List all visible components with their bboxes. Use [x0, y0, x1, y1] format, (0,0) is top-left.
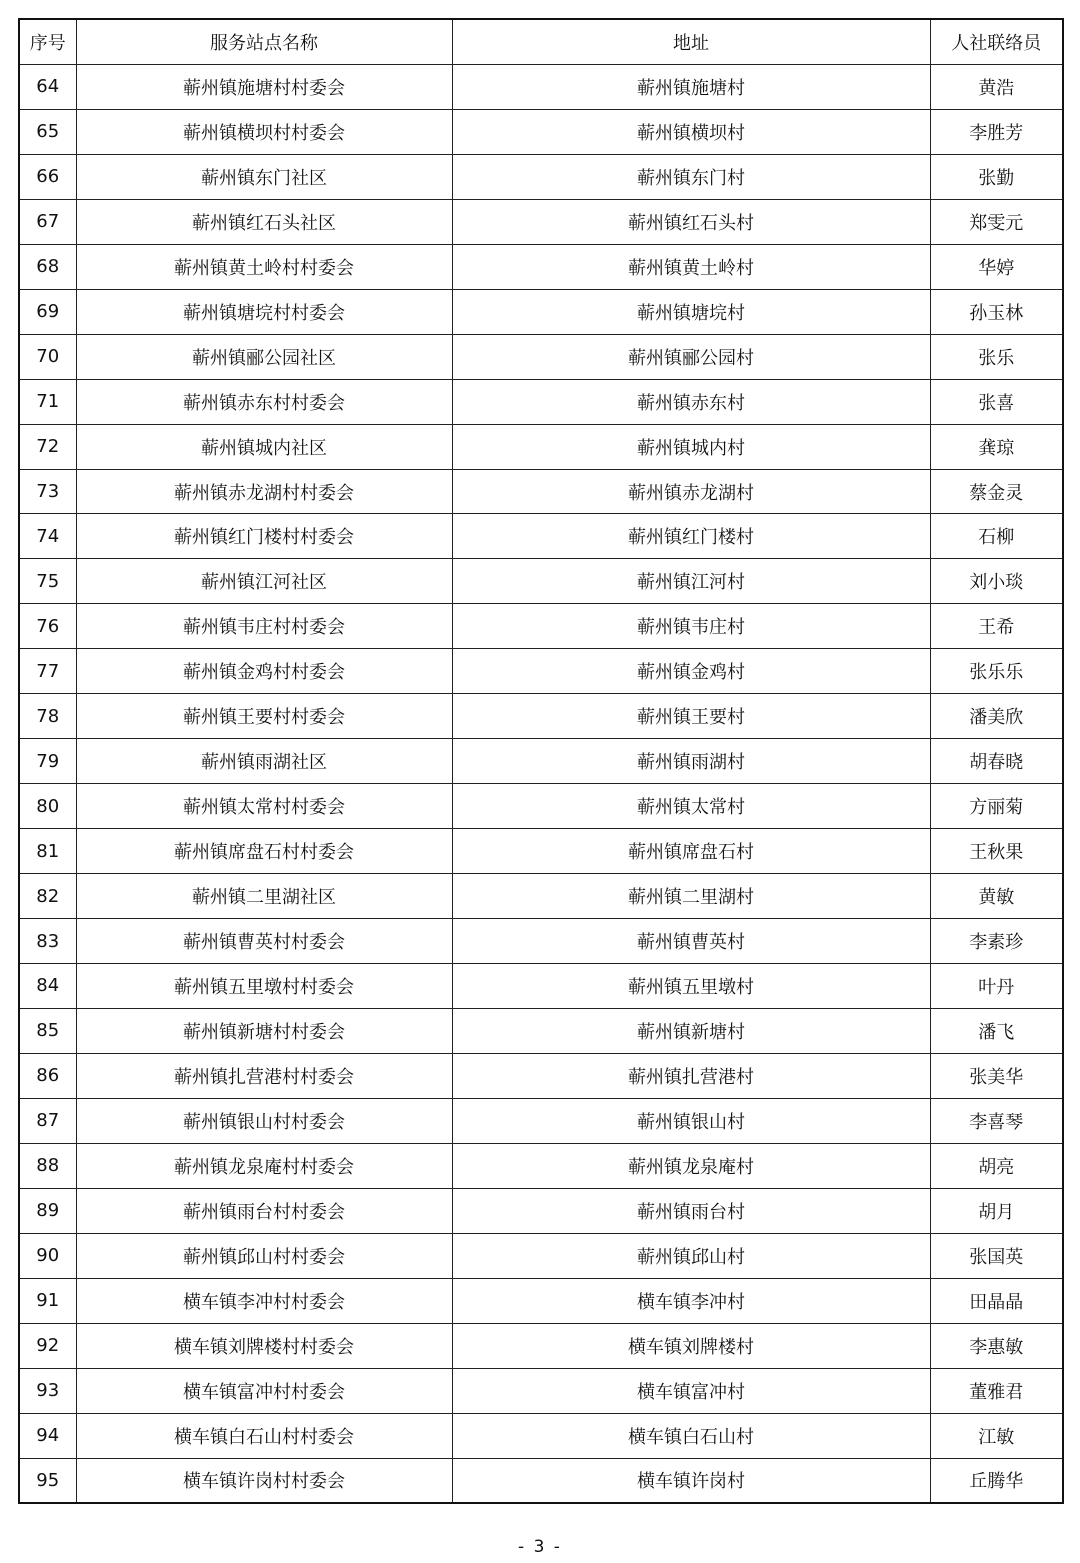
cell-station-name: 蕲州镇赤龙湖村村委会 [76, 469, 452, 514]
cell-address: 横车镇刘牌楼村 [452, 1323, 930, 1368]
cell-address: 蕲州镇郦公园村 [452, 334, 930, 379]
table-row [19, 1368, 1063, 1413]
cell-liaison: 王秋果 [930, 829, 1063, 874]
cell-station-name: 蕲州镇曹英村村委会 [76, 919, 452, 964]
cell-station-name: 横车镇富冲村村委会 [76, 1368, 452, 1413]
cell-liaison: 刘小琰 [930, 559, 1063, 604]
cell-station-name: 蕲州镇黄土岭村村委会 [76, 244, 452, 289]
cell-index: 76 [19, 604, 76, 649]
page-number: - 3 - [518, 1537, 562, 1557]
cell-liaison: 田晶晶 [930, 1278, 1063, 1323]
cell-liaison: 蔡金灵 [930, 469, 1063, 514]
table-row [19, 829, 1063, 874]
table-row [19, 739, 1063, 784]
cell-station-name: 蕲州镇东门社区 [76, 154, 452, 199]
table-row [19, 289, 1063, 334]
table-row [19, 469, 1063, 514]
table-row [19, 334, 1063, 379]
cell-liaison: 李喜琴 [930, 1098, 1063, 1143]
cell-address: 横车镇富冲村 [452, 1368, 930, 1413]
cell-address: 横车镇白石山村 [452, 1413, 930, 1458]
cell-station-name: 蕲州镇王要村村委会 [76, 694, 452, 739]
cell-liaison: 李素珍 [930, 919, 1063, 964]
table-row [19, 694, 1063, 739]
cell-address: 蕲州镇新塘村 [452, 1008, 930, 1053]
cell-liaison: 李惠敏 [930, 1323, 1063, 1368]
cell-address: 蕲州镇太常村 [452, 784, 930, 829]
cell-index: 83 [19, 919, 76, 964]
cell-liaison: 方丽菊 [930, 784, 1063, 829]
cell-address: 横车镇李冲村 [452, 1278, 930, 1323]
table-row [19, 379, 1063, 424]
cell-liaison: 石柳 [930, 514, 1063, 559]
table-row [19, 109, 1063, 154]
cell-station-name: 蕲州镇银山村村委会 [76, 1098, 452, 1143]
cell-index: 72 [19, 424, 76, 469]
cell-liaison: 张勤 [930, 154, 1063, 199]
cell-station-name: 蕲州镇五里墩村村委会 [76, 964, 452, 1009]
cell-address: 蕲州镇韦庄村 [452, 604, 930, 649]
table-row [19, 514, 1063, 559]
cell-station-name: 蕲州镇韦庄村村委会 [76, 604, 452, 649]
cell-index: 87 [19, 1098, 76, 1143]
table-row [19, 64, 1063, 109]
cell-station-name: 蕲州镇塘垸村村委会 [76, 289, 452, 334]
cell-address: 蕲州镇二里湖村 [452, 874, 930, 919]
cell-liaison: 叶丹 [930, 964, 1063, 1009]
cell-station-name: 横车镇刘牌楼村村委会 [76, 1323, 452, 1368]
cell-liaison: 华婷 [930, 244, 1063, 289]
table-row [19, 919, 1063, 964]
cell-index: 81 [19, 829, 76, 874]
cell-address: 蕲州镇雨台村 [452, 1188, 930, 1233]
cell-index: 90 [19, 1233, 76, 1278]
cell-index: 84 [19, 964, 76, 1009]
document-page [18, 18, 1062, 1504]
cell-liaison: 董雅君 [930, 1368, 1063, 1413]
cell-index: 75 [19, 559, 76, 604]
cell-address: 蕲州镇龙泉庵村 [452, 1143, 930, 1188]
table-row [19, 1458, 1063, 1503]
header-index: 序号 [19, 19, 76, 64]
cell-address: 蕲州镇五里墩村 [452, 964, 930, 1009]
table-row [19, 1323, 1063, 1368]
cell-station-name: 横车镇李冲村村委会 [76, 1278, 452, 1323]
cell-index: 70 [19, 334, 76, 379]
cell-station-name: 横车镇许岗村村委会 [76, 1458, 452, 1503]
cell-index: 94 [19, 1413, 76, 1458]
cell-index: 93 [19, 1368, 76, 1413]
table-row [19, 604, 1063, 649]
cell-station-name: 蕲州镇邱山村村委会 [76, 1233, 452, 1278]
cell-index: 77 [19, 649, 76, 694]
cell-liaison: 张美华 [930, 1053, 1063, 1098]
table-row [19, 1053, 1063, 1098]
cell-liaison: 黄浩 [930, 64, 1063, 109]
table-row [19, 964, 1063, 1009]
cell-index: 88 [19, 1143, 76, 1188]
cell-address: 蕲州镇横坝村 [452, 109, 930, 154]
cell-address: 蕲州镇邱山村 [452, 1233, 930, 1278]
cell-liaison: 李胜芳 [930, 109, 1063, 154]
cell-station-name: 蕲州镇红石头社区 [76, 199, 452, 244]
cell-liaison: 王希 [930, 604, 1063, 649]
table-row [19, 1188, 1063, 1233]
cell-address: 蕲州镇王要村 [452, 694, 930, 739]
table-row [19, 649, 1063, 694]
cell-index: 91 [19, 1278, 76, 1323]
cell-index: 80 [19, 784, 76, 829]
cell-station-name: 蕲州镇金鸡村村委会 [76, 649, 452, 694]
cell-station-name: 蕲州镇太常村村委会 [76, 784, 452, 829]
cell-index: 71 [19, 379, 76, 424]
table-row [19, 784, 1063, 829]
cell-station-name: 蕲州镇扎营港村村委会 [76, 1053, 452, 1098]
cell-address: 蕲州镇席盘石村 [452, 829, 930, 874]
cell-liaison: 张乐 [930, 334, 1063, 379]
cell-index: 82 [19, 874, 76, 919]
cell-index: 69 [19, 289, 76, 334]
table-row [19, 559, 1063, 604]
header-station-name: 服务站点名称 [76, 19, 452, 64]
cell-liaison: 丘腾华 [930, 1458, 1063, 1503]
cell-index: 78 [19, 694, 76, 739]
cell-address: 蕲州镇银山村 [452, 1098, 930, 1143]
cell-address: 蕲州镇雨湖村 [452, 739, 930, 784]
cell-liaison: 潘飞 [930, 1008, 1063, 1053]
cell-address: 蕲州镇黄土岭村 [452, 244, 930, 289]
cell-address: 蕲州镇城内村 [452, 424, 930, 469]
header-address: 地址 [452, 19, 930, 64]
cell-address: 蕲州镇塘垸村 [452, 289, 930, 334]
table-row [19, 1098, 1063, 1143]
cell-index: 92 [19, 1323, 76, 1368]
cell-address: 横车镇许岗村 [452, 1458, 930, 1503]
table-row [19, 1143, 1063, 1188]
table-row [19, 199, 1063, 244]
cell-station-name: 蕲州镇江河社区 [76, 559, 452, 604]
cell-index: 74 [19, 514, 76, 559]
cell-station-name: 蕲州镇赤东村村委会 [76, 379, 452, 424]
cell-station-name: 蕲州镇施塘村村委会 [76, 64, 452, 109]
header-liaison: 人社联络员 [930, 19, 1063, 64]
table-row [19, 1278, 1063, 1323]
cell-liaison: 黄敏 [930, 874, 1063, 919]
cell-liaison: 张国英 [930, 1233, 1063, 1278]
cell-station-name: 蕲州镇雨湖社区 [76, 739, 452, 784]
cell-liaison: 孙玉林 [930, 289, 1063, 334]
table-row [19, 244, 1063, 289]
cell-address: 蕲州镇扎营港村 [452, 1053, 930, 1098]
cell-index: 68 [19, 244, 76, 289]
table-row [19, 424, 1063, 469]
cell-address: 蕲州镇东门村 [452, 154, 930, 199]
cell-address: 蕲州镇赤东村 [452, 379, 930, 424]
table-header-row [19, 19, 1063, 64]
cell-station-name: 蕲州镇城内社区 [76, 424, 452, 469]
cell-station-name: 蕲州镇横坝村村委会 [76, 109, 452, 154]
cell-station-name: 蕲州镇红门楼村村委会 [76, 514, 452, 559]
cell-station-name: 蕲州镇二里湖社区 [76, 874, 452, 919]
cell-station-name: 横车镇白石山村村委会 [76, 1413, 452, 1458]
cell-liaison: 张喜 [930, 379, 1063, 424]
cell-address: 蕲州镇红石头村 [452, 199, 930, 244]
cell-station-name: 蕲州镇雨台村村委会 [76, 1188, 452, 1233]
cell-liaison: 胡亮 [930, 1143, 1063, 1188]
cell-index: 64 [19, 64, 76, 109]
cell-address: 蕲州镇曹英村 [452, 919, 930, 964]
table-row [19, 154, 1063, 199]
table-row [19, 874, 1063, 919]
cell-index: 79 [19, 739, 76, 784]
cell-liaison: 胡月 [930, 1188, 1063, 1233]
service-station-table [18, 18, 1064, 1504]
cell-liaison: 潘美欣 [930, 694, 1063, 739]
table-row [19, 1413, 1063, 1458]
cell-index: 65 [19, 109, 76, 154]
cell-liaison: 江敏 [930, 1413, 1063, 1458]
cell-index: 95 [19, 1458, 76, 1503]
cell-liaison: 张乐乐 [930, 649, 1063, 694]
cell-liaison: 胡春晓 [930, 739, 1063, 784]
cell-station-name: 蕲州镇席盘石村村委会 [76, 829, 452, 874]
cell-index: 66 [19, 154, 76, 199]
table-row [19, 1008, 1063, 1053]
cell-address: 蕲州镇江河村 [452, 559, 930, 604]
cell-address: 蕲州镇赤龙湖村 [452, 469, 930, 514]
cell-station-name: 蕲州镇新塘村村委会 [76, 1008, 452, 1053]
cell-index: 86 [19, 1053, 76, 1098]
cell-index: 89 [19, 1188, 76, 1233]
cell-liaison: 龚琼 [930, 424, 1063, 469]
cell-address: 蕲州镇施塘村 [452, 64, 930, 109]
cell-index: 85 [19, 1008, 76, 1053]
cell-station-name: 蕲州镇龙泉庵村村委会 [76, 1143, 452, 1188]
cell-liaison: 郑雯元 [930, 199, 1063, 244]
cell-address: 蕲州镇红门楼村 [452, 514, 930, 559]
cell-address: 蕲州镇金鸡村 [452, 649, 930, 694]
cell-index: 67 [19, 199, 76, 244]
cell-index: 73 [19, 469, 76, 514]
cell-station-name: 蕲州镇郦公园社区 [76, 334, 452, 379]
table-row [19, 1233, 1063, 1278]
